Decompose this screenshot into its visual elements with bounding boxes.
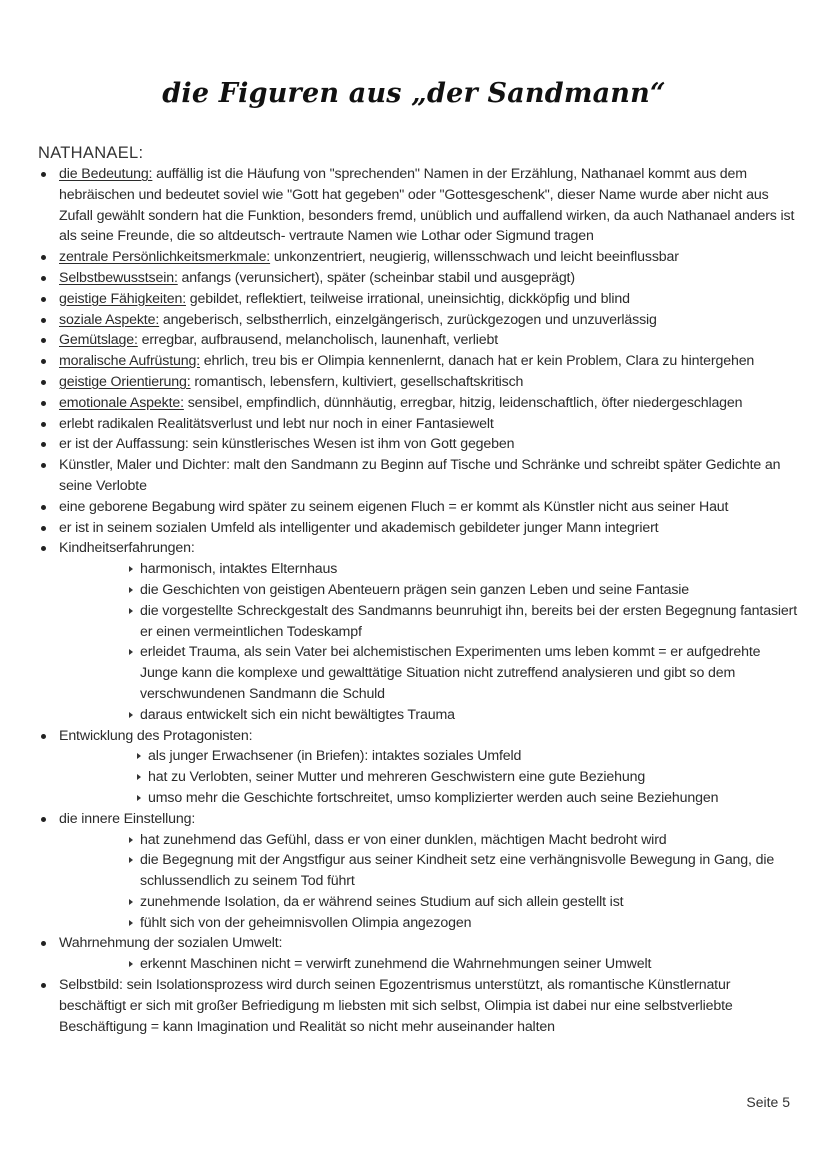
sub-list <box>59 559 798 725</box>
list-item <box>38 434 798 455</box>
sub-list <box>59 746 798 808</box>
item-text: sensibel, empfindlich, dünnhäutig, erregbar, hitzig, leidenschaftlich, öfter niedergeschlagen <box>183 394 743 411</box>
list-item <box>38 455 798 497</box>
item-text: anfangs (verunsichert), später (scheinbar stabil und ausgeprägt) <box>177 269 575 286</box>
list-item <box>38 414 798 435</box>
sub-list-item: erleidet Trauma, als sein Vater bei alchemistischen Experimenten ums leben kommt = er aufgedrehte Junge kann die komplexe und gewalttätige Situation nicht zutreffend analysieren und gibt so dem verschwundenen Sandmann die Schuld <box>129 642 798 704</box>
sub-list-item: die Geschichten von geistigen Abenteuern prägen sein ganzen Leben und seine Fantasie <box>129 580 798 601</box>
sub-list-item: erkennt Maschinen nicht = verwirft zunehmend die Wahrnehmungen seiner Umwelt <box>129 954 798 975</box>
list-item <box>38 393 798 414</box>
sub-list-item: als junger Erwachsener (in Briefen): intaktes soziales Umfeld <box>137 746 798 767</box>
item-text: ehrlich, treu bis er Olimpia kennenlernt, danach hat er kein Problem, Clara zu hintergehen <box>200 353 755 370</box>
sub-list-item: zunehmende Isolation, da er während seines Studium auf sich allein gestellt ist <box>129 892 798 913</box>
character-notes <box>38 164 798 1037</box>
item-label: geistige Fähigkeiten: <box>59 290 186 307</box>
list-item <box>38 809 798 934</box>
item-text: Entwicklung des Protagonisten: <box>59 727 253 744</box>
item-label: Gemütslage: <box>59 332 138 349</box>
item-text: auffällig ist die Häufung von "sprechenden" Namen in der Erzählung, Nathanael kommt aus dem hebräischen und bedeutet soviel wie "Gott hat gegeben" oder "Gottesgeschenk", dieser Name wurde aber nicht aus Zufall gewählt sondern hat die Funktion, besonders fremd, unüblich und auffallend wirken, da auch Nathanael anders ist als seine Freunde, die so altdeutsch- vertraute Namen wie Lothar oder Sigmund tragen <box>59 166 795 245</box>
sub-list-item: die Begegnung mit der Angstfigur aus seiner Kindheit setz eine verhängnisvolle Bewegung in Gang, die schlussendlich zu seinem Tod führt <box>129 850 798 892</box>
list-item <box>38 497 798 518</box>
item-text: erregbar, aufbrausend, melancholisch, launenhaft, verliebt <box>137 332 499 349</box>
list-item <box>38 164 798 247</box>
sub-list <box>59 830 798 934</box>
list-item <box>38 933 798 975</box>
item-label: emotionale Aspekte: <box>59 394 184 411</box>
item-text: Selbstbild: sein Isolationsprozess wird durch seinen Egozentrismus unterstützt, als romantische Künstlernatur beschäftigt er sich mit großer Befriedigung m liebsten mit sich selbst, Olimpia ist dabei nur eine selbstverliebte Beschäftigung = kann Imagination und Realität so nicht mehr auseinander halten <box>59 977 733 1035</box>
page-title: die Figuren aus „der Sandmann“ <box>162 78 666 109</box>
item-text: die innere Einstellung: <box>59 810 196 827</box>
sub-list-item: fühlt sich von der geheimnisvollen Olimpia angezogen <box>129 913 798 934</box>
list-item <box>38 518 798 539</box>
list-item <box>38 726 798 809</box>
sub-list-item: hat zu Verlobten, seiner Mutter und mehreren Geschwistern eine gute Beziehung <box>137 767 798 788</box>
list-item <box>38 268 798 289</box>
item-text: Künstler, Maler und Dichter: malt den Sandmann zu Beginn auf Tische und Schränke und schreibt später Gedichte an seine Verlobte <box>59 457 781 494</box>
item-label: Selbstbewusstsein: <box>59 269 178 286</box>
list-item <box>38 372 798 393</box>
item-text: unkonzentriert, neugierig, willensschwach und leicht beeinflussbar <box>270 249 679 266</box>
sub-list <box>59 954 798 975</box>
list-item <box>38 289 798 310</box>
sub-list-item: hat zunehmend das Gefühl, dass er von einer dunklen, mächtigen Macht bedroht wird <box>129 830 798 851</box>
item-label: soziale Aspekte: <box>59 311 160 328</box>
item-text: Kindheitserfahrungen: <box>59 540 195 557</box>
item-label: moralische Aufrüstung: <box>59 353 201 370</box>
bullet-list <box>38 164 798 1037</box>
item-text: romantisch, lebensfern, kultiviert, gesellschaftskritisch <box>190 373 524 390</box>
item-label: geistige Orientierung: <box>59 373 191 390</box>
list-item <box>38 247 798 268</box>
list-item <box>38 538 798 725</box>
page-number: Seite 5 <box>746 1094 790 1110</box>
item-text: eine geborene Begabung wird später zu seinem eigenen Fluch = er kommt als Künstler nicht aus seiner Haut <box>59 498 729 515</box>
list-item <box>38 975 798 1037</box>
item-text: erlebt radikalen Realitätsverlust und lebt nur noch in einer Fantasiewelt <box>59 415 494 432</box>
item-text: er ist der Auffassung: sein künstlerisches Wesen ist ihm von Gott gegeben <box>59 436 515 453</box>
sub-list-item: umso mehr die Geschichte fortschreitet, umso komplizierter werden auch seine Beziehungen <box>137 788 798 809</box>
section-heading: NATHANAEL: <box>38 144 144 162</box>
sub-list-item: die vorgestellte Schreckgestalt des Sandmanns beunruhigt ihn, bereits bei der ersten Begegnung fantasiert er einen vermeintlichen Todeskampf <box>129 601 798 643</box>
sub-list-item: harmonisch, intaktes Elternhaus <box>129 559 798 580</box>
list-item <box>38 351 798 372</box>
item-text: gebildet, reflektiert, teilweise irrational, uneinsichtig, dickköpfig und blind <box>185 290 630 307</box>
list-item <box>38 310 798 331</box>
item-label: zentrale Persönlichkeitsmerkmale: <box>59 249 271 266</box>
list-item <box>38 330 798 351</box>
item-text: Wahrnehmung der sozialen Umwelt: <box>59 935 283 952</box>
item-text: angeberisch, selbstherrlich, einzelgängerisch, zurückgezogen und unzuverlässig <box>159 311 657 328</box>
item-label: die Bedeutung: <box>59 166 153 182</box>
item-text: er ist in seinem sozialen Umfeld als intelligenter und akademisch gebildeter junger Mann integriert <box>59 519 659 536</box>
sub-list-item: daraus entwickelt sich ein nicht bewältigtes Trauma <box>129 705 798 726</box>
